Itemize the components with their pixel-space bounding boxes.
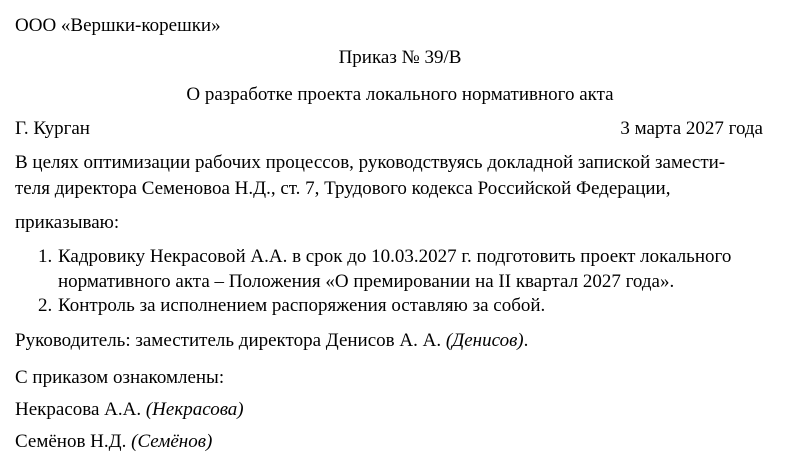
head-position-name: Руководитель: заместитель директора Денисов А. А. [15, 330, 446, 351]
list-item-number: 2. [38, 295, 53, 316]
acquainted-signature: (Некрасова) [145, 399, 244, 420]
preamble-line-2: теля директора Семеновоа Н.Д., ст. 7, Трудового кодекса Российской Федерации, [15, 178, 671, 199]
acquainted-row [15, 430, 212, 454]
acquainted-label: С приказом ознакомлены: [15, 367, 225, 388]
list-item-text: Кадровику Некрасовой А.А. в срок до 10.03.2027 г. подготовить проект локального [58, 246, 732, 267]
head-signature: (Денисов) [445, 330, 524, 351]
acquainted-name: Семёнов Н.Д. [15, 431, 132, 452]
order-subject: О разработке проекта локального нормативного акта [186, 84, 614, 105]
preamble-line-1: В целях оптимизации рабочих процессов, руководствуясь докладной запиской замести- [15, 152, 726, 173]
list-item-text-continued: нормативного акта – Положения «О премировании на II квартал 2027 года». [58, 271, 675, 292]
order-word: приказываю: [15, 212, 120, 233]
list-item-text: Контроль за исполнением распоряжения оставляю за собой. [58, 295, 546, 316]
acquainted-row [15, 398, 244, 422]
acquainted-signature: (Семёнов) [131, 431, 213, 452]
organization-name: ООО «Вершки-корешки» [15, 15, 221, 36]
acquainted-name: Некрасова А.А. [15, 399, 146, 420]
head-line-end: . [523, 330, 529, 351]
city: Г. Курган [15, 118, 90, 139]
list-item-number: 1. [38, 246, 53, 267]
order-date: 3 марта 2027 года [620, 118, 763, 139]
head-signature-line [15, 329, 528, 353]
order-title: Приказ № 39/В [338, 47, 462, 68]
